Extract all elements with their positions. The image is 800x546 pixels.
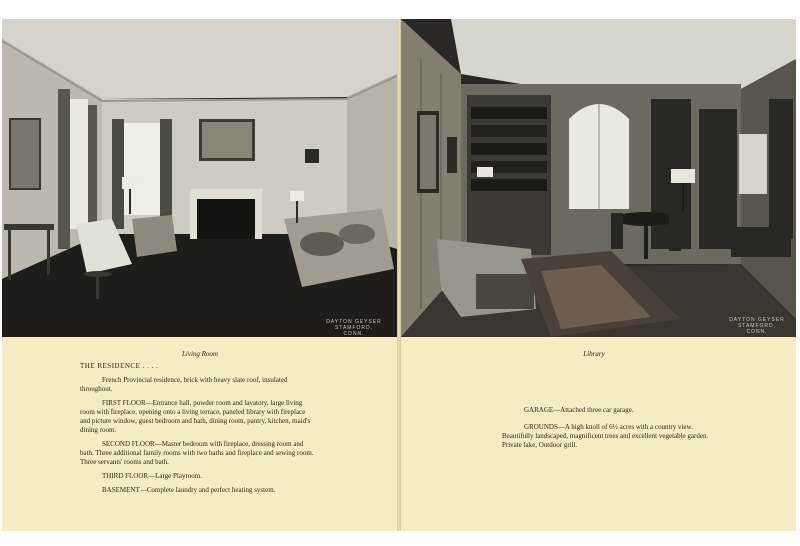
residence-heading: THE RESIDENCE . . . . <box>80 362 159 370</box>
third-floor-text: THIRD FLOOR—Large Playroom. <box>102 472 202 480</box>
living-room-photo <box>2 19 397 337</box>
library-photo <box>401 19 796 337</box>
residence-description <box>80 362 314 500</box>
left-page <box>2 19 397 531</box>
living-room-photo-credit: DAYTON GEYSER STAMFORD, CONN. <box>326 319 382 337</box>
second-floor-text: SECOND FLOOR—Master bedroom with fireplace, dressing room and bath. Three additional family rooms with two baths and fireplace and sewing room. Three servants' rooms and bath. <box>80 440 314 466</box>
grounds-description <box>502 406 712 455</box>
library-photo-credit: DAYTON GEYSER STAMFORD, CONN. <box>729 317 785 335</box>
library-caption: Library <box>583 350 605 358</box>
brochure-spread <box>2 19 796 531</box>
basement-text: BASEMENT—Complete laundry and perfect heating system. <box>102 486 276 494</box>
residence-intro: French Provincial residence, brick with heavy slate roof, insulated throughout. <box>80 376 288 393</box>
grounds-text: GROUNDS—A high knoll of 6½ acres with a country view. Beautifully landscaped, magnificent trees and excellent vegetable garden. Private lake, Outdoor grill. <box>502 423 709 449</box>
first-floor-text: FIRST FLOOR—Entrance hall, powder room and lavatory, large living room with fireplace, opening onto a living terrace, paneled library with fireplace and picture window, guest bedroom and bath, dining room, pantry, kitchen, maid's dining room. <box>80 399 311 434</box>
right-page <box>401 19 796 531</box>
living-room-caption: Living Room <box>182 350 218 358</box>
garage-text: GARAGE—Attached three car garage. <box>524 406 634 414</box>
